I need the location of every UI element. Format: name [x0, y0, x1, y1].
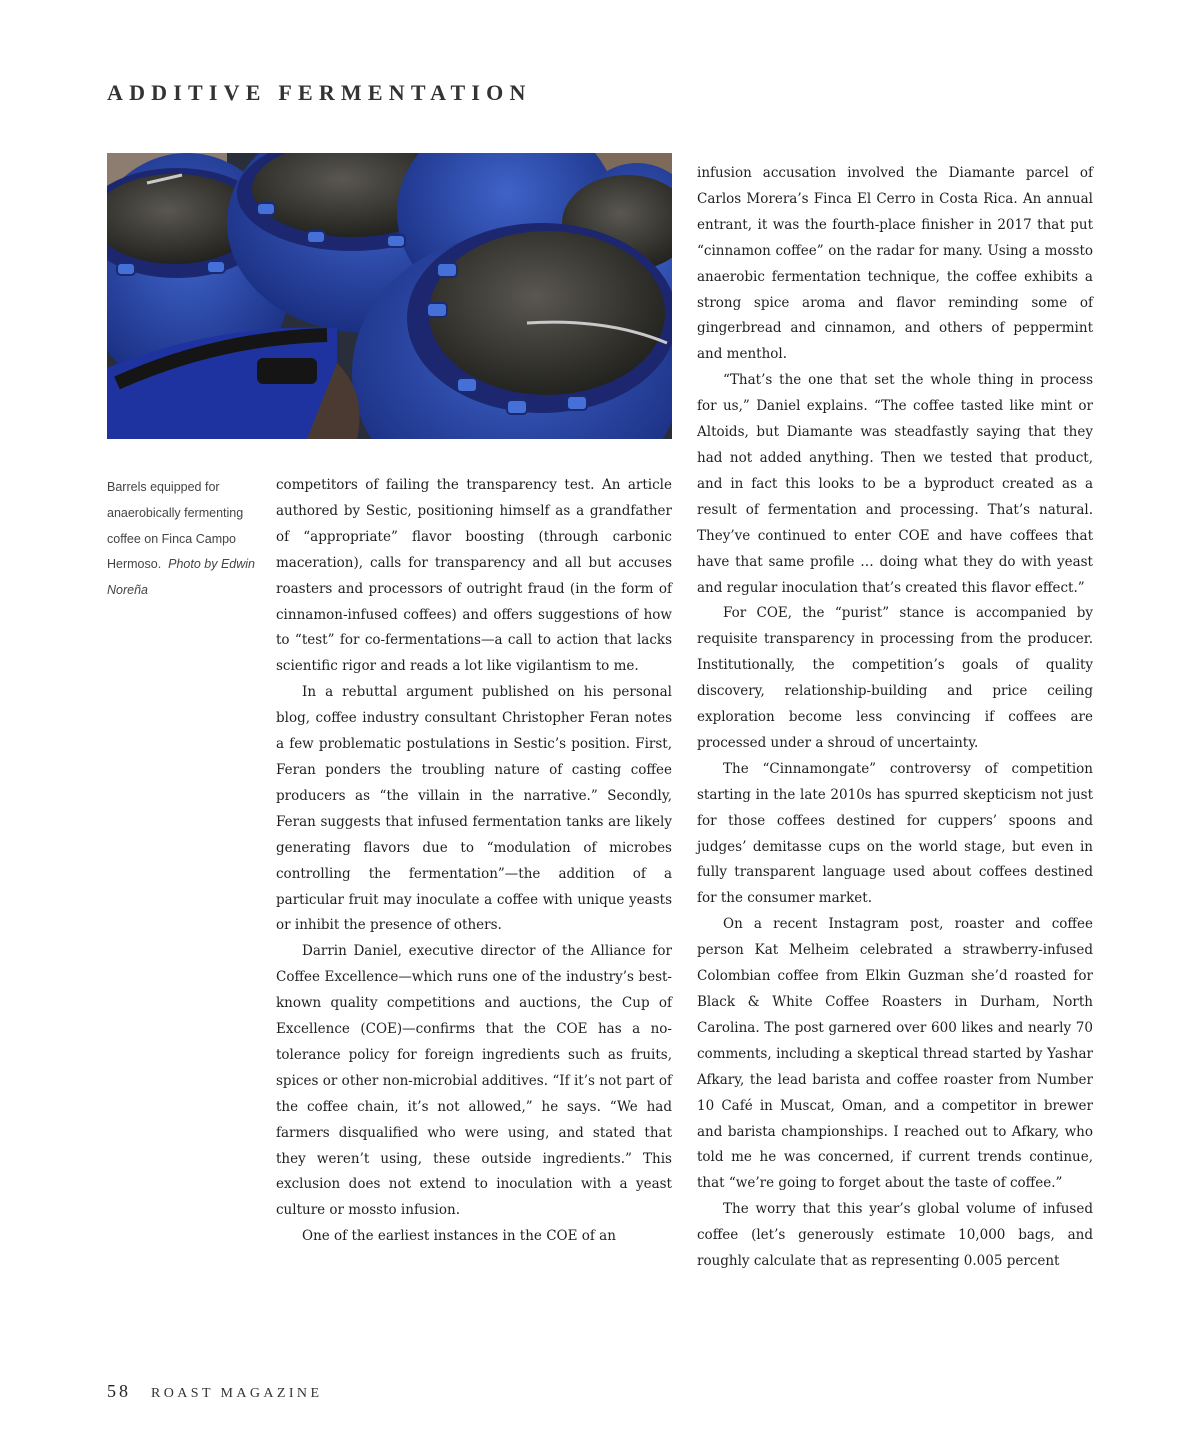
article-column-right	[697, 161, 1093, 1275]
paragraph: On a recent Instagram post, roaster and coffee person Kat Melheim celebrated a strawberry-infused Colombian coffee from Elkin Guzman she’d roasted for Black & White Coffee Roasters in Durham, North Carolina. The post garnered over 600 likes and nearly 70 comments, including a skeptical thread started by Yashar Afkary, the lead barista and coffee roaster from Number 10 Café in Muscat, Oman, and a competitor in brewer and barista championships. I reached out to Afkary, who told me he was concerned, if current trends continue, that “we’re going to forget about the taste of coffee.”	[697, 916, 1093, 1192]
page-footer	[107, 1381, 322, 1402]
caption-text: Barrels equipped for anaerobically fermenting coffee on Finca Campo Hermoso.	[107, 480, 244, 572]
article-column-middle	[276, 473, 672, 1250]
paragraph: The worry that this year’s global volume of infused coffee (let’s generously estimate 10,000 bags, and roughly calculate that as representing 0.005 percent	[697, 1201, 1093, 1270]
magazine-name: ROAST MAGAZINE	[151, 1386, 323, 1401]
section-title: ADDITIVE FERMENTATION	[107, 80, 532, 105]
paragraph: For COE, the “purist” stance is accompanied by requisite transparency in processing from the producer. Institutionally, the competition’s goals of quality discovery, relationship-building and price ceiling exploration become less convincing if coffees are processed under a shroud of uncertainty.	[697, 605, 1093, 751]
paragraph: Darrin Daniel, executive director of the Alliance for Coffee Excellence—which runs one of the industry’s best-known quality competitions and auctions, the Cup of Excellence (COE)—confirms that the COE has a no-tolerance policy for foreign ingredients such as fruits, spices or other non-microbial additives. “If it’s not part of the coffee chain, it’s not allowed,” he says. “We had farmers disqualified who were using, and stated that they weren’t using, these outside ingredients.” This exclusion does not extend to inoculation with a yeast culture or mossto infusion.	[276, 943, 672, 1219]
paragraph: One of the earliest instances in the COE of an	[302, 1228, 616, 1245]
barrels-photo	[107, 153, 672, 439]
page-number: 58	[107, 1381, 131, 1401]
paragraph: The “Cinnamongate” controversy of competition starting in the late 2010s has spurred skepticism not just for those coffees destined for cuppers’ spoons and judges’ demitasse cups on the world stage, but even in fully transparent language used about coffees destined for the consumer market.	[697, 760, 1093, 907]
paragraph: “That’s the one that set the whole thing in process for us,” Daniel explains. “The coffee tasted like mint or Altoids, but Diamante was steadfastly saying that they had not added anything. Then we tested that product, and in fact this looks to be a byproduct created as a result of fermentation and processing. That’s natural. They’ve continued to enter COE and have coffees that have that same profile … doing what they do with yeast and regular inoculation that’s created this flavor effect.”	[697, 372, 1093, 596]
paragraph: competitors of failing the transparency test. An article authored by Sestic, positioning himself as a grandfather of “appropriate” flavor boosting (through carbonic maceration), calls for transparency and all but accuses roasters and processors of outright fraud (in the form of cinnamon-infused coffees) and offers suggestions of how to “test” for co-fermentations—a call to action that lacks scientific rigor and reads a lot like vigilantism to me.	[276, 477, 672, 675]
photo-caption	[107, 475, 257, 604]
paragraph: infusion accusation involved the Diamante parcel of Carlos Morera’s Finca El Cerro in Costa Rica. An annual entrant, it was the fourth-place finisher in 2017 that put “cinnamon coffee” on the radar for many. Using a mossto anaerobic fermentation technique, the coffee exhibits a strong spice aroma and flavor reminding some of gingerbread and cinnamon, and others of peppermint and menthol.	[697, 165, 1093, 363]
photo-credit: Photo by Edwin Noreña	[107, 557, 255, 598]
paragraph: In a rebuttal argument published on his personal blog, coffee industry consultant Christopher Feran notes a few problematic postulations in Sestic’s position. First, Feran ponders the troubling nature of casting coffee producers as “the villain in the narrative.” Secondly, Feran suggests that infused fermentation tanks are likely generating flavors due to “modulation of microbes controlling the fermentation”—the addition of a particular fruit may inoculate a coffee with unique yeasts or inhibit the presence of others.	[276, 684, 672, 934]
